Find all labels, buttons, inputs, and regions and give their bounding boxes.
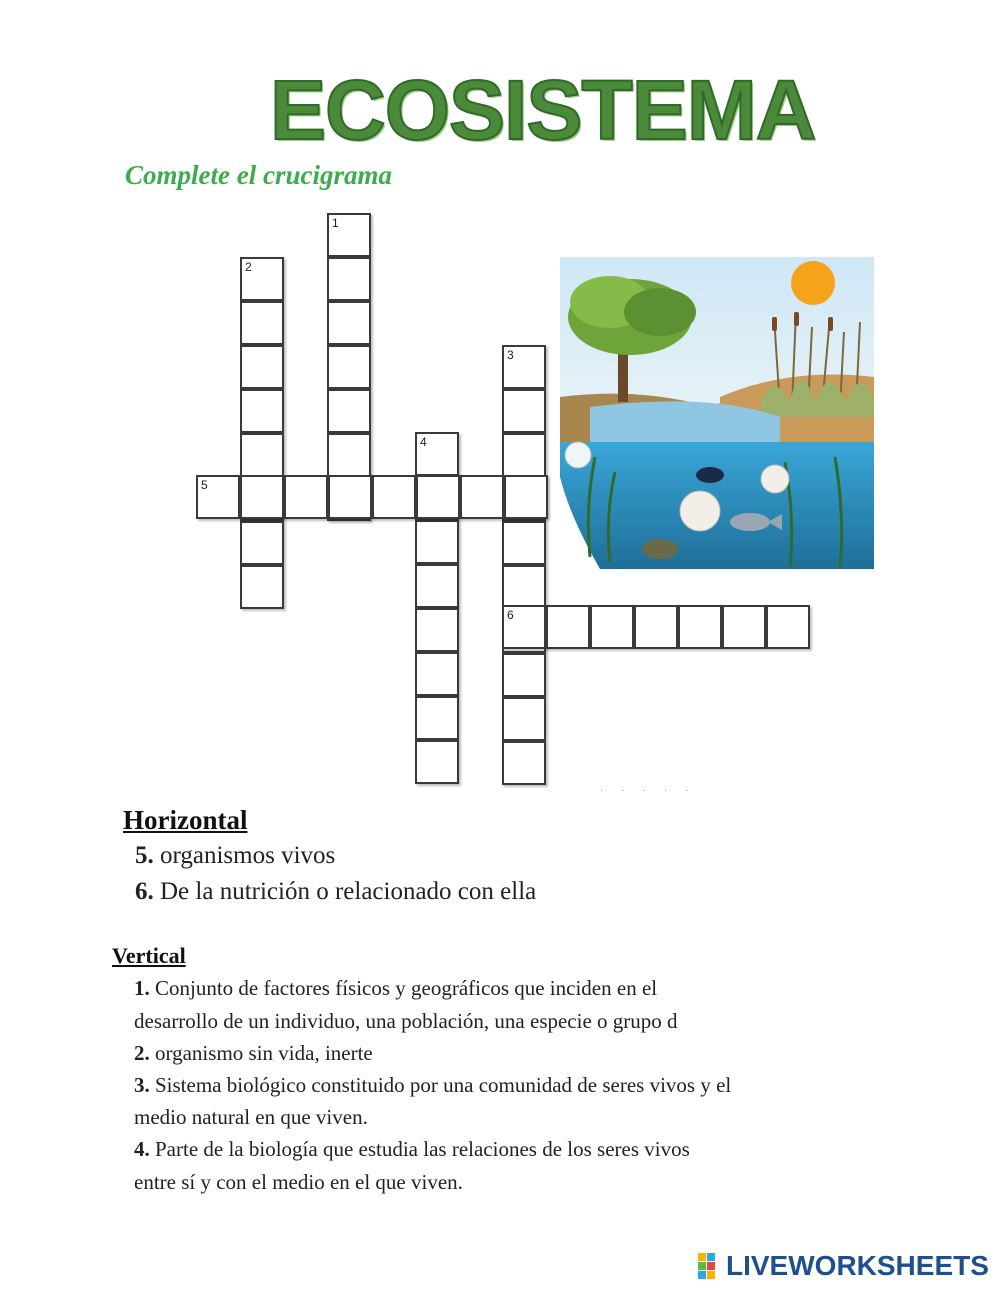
crossword-cell[interactable] bbox=[590, 605, 634, 649]
clue-number-label: 5 bbox=[201, 478, 208, 492]
crossword-cell[interactable] bbox=[460, 475, 504, 519]
page-title: ECOSISTEMA bbox=[270, 63, 816, 157]
crossword-cell-input[interactable] bbox=[417, 742, 457, 782]
crossword-cell[interactable] bbox=[327, 345, 371, 389]
crossword-cell-input[interactable] bbox=[418, 477, 458, 517]
vertical-clue-3: 3. Sistema biológico constituido por una comunidad de seres vivos y el bbox=[134, 1073, 732, 1097]
vertical-clue-4-cont: entre sí y con el medio en el que viven. bbox=[134, 1170, 463, 1194]
crossword-cell[interactable] bbox=[502, 605, 546, 649]
crossword-cell-input[interactable] bbox=[330, 477, 370, 517]
crossword-cell[interactable] bbox=[415, 520, 459, 564]
crossword-cell[interactable] bbox=[284, 475, 328, 519]
crossword-cell[interactable] bbox=[415, 740, 459, 784]
crossword-cell-input[interactable] bbox=[504, 391, 544, 431]
crossword-cell[interactable] bbox=[415, 652, 459, 696]
crossword-cell[interactable] bbox=[504, 475, 548, 519]
crossword-cell-input[interactable] bbox=[242, 435, 282, 475]
clue-number-label: 6 bbox=[507, 608, 514, 622]
crossword-cell[interactable] bbox=[196, 475, 240, 519]
crossword-cell[interactable] bbox=[327, 213, 371, 257]
crossword-cell[interactable] bbox=[372, 475, 416, 519]
crossword-cell[interactable] bbox=[327, 389, 371, 433]
crossword-cell[interactable] bbox=[415, 564, 459, 608]
crossword-cell-input[interactable] bbox=[504, 347, 544, 387]
crossword-cell-input[interactable] bbox=[548, 607, 588, 647]
crossword-cell-input[interactable] bbox=[462, 477, 502, 517]
crossword-cell[interactable] bbox=[240, 389, 284, 433]
crossword-cell[interactable] bbox=[502, 741, 546, 785]
decorative-dots: ····· bbox=[600, 786, 707, 797]
ecosystem-illustration bbox=[560, 257, 874, 569]
crossword-cell-input[interactable] bbox=[329, 303, 369, 343]
crossword-cell-input[interactable] bbox=[417, 434, 457, 474]
crossword-cell-input[interactable] bbox=[242, 347, 282, 387]
clue-number-label: 1 bbox=[332, 216, 339, 230]
horizontal-clue-5: 5. organismos vivos bbox=[135, 842, 336, 869]
crossword-cell-input[interactable] bbox=[417, 522, 457, 562]
crossword-cell-input[interactable] bbox=[198, 477, 238, 517]
liveworksheets-logo bbox=[698, 1252, 989, 1280]
crossword-cell[interactable] bbox=[502, 389, 546, 433]
crossword-cell-input[interactable] bbox=[724, 607, 764, 647]
crossword-cell[interactable] bbox=[327, 433, 371, 477]
crossword-cell-input[interactable] bbox=[768, 607, 808, 647]
crossword-cell-input[interactable] bbox=[329, 347, 369, 387]
crossword-cell-input[interactable] bbox=[636, 607, 676, 647]
crossword-cell-input[interactable] bbox=[242, 303, 282, 343]
crossword-cell[interactable] bbox=[634, 605, 678, 649]
crossword-cell[interactable] bbox=[678, 605, 722, 649]
crossword-cell[interactable] bbox=[502, 653, 546, 697]
crossword-cell[interactable] bbox=[240, 565, 284, 609]
crossword-cell-input[interactable] bbox=[504, 607, 544, 647]
page-subtitle: Complete el crucigrama bbox=[125, 160, 392, 190]
crossword-cell[interactable] bbox=[240, 345, 284, 389]
crossword-cell-input[interactable] bbox=[286, 477, 326, 517]
crossword-cell-input[interactable] bbox=[242, 567, 282, 607]
crossword-cell-input[interactable] bbox=[417, 654, 457, 694]
crossword-cell-input[interactable] bbox=[374, 477, 414, 517]
crossword-cell[interactable] bbox=[327, 257, 371, 301]
horizontal-clue-6: 6. De la nutrición o relacionado con ella bbox=[135, 878, 537, 905]
crossword-cell-input[interactable] bbox=[504, 655, 544, 695]
crossword-cell-input[interactable] bbox=[329, 435, 369, 475]
crossword-cell[interactable] bbox=[240, 257, 284, 301]
liveworksheets-logo-text: LIVEWORKSHEETS bbox=[726, 1250, 989, 1281]
crossword-cell[interactable] bbox=[415, 432, 459, 476]
crossword-cell[interactable] bbox=[722, 605, 766, 649]
crossword-cell-input[interactable] bbox=[504, 743, 544, 783]
crossword-cell[interactable] bbox=[415, 696, 459, 740]
clue-number-label: 2 bbox=[245, 260, 252, 274]
horizontal-heading: Horizontal bbox=[123, 805, 248, 835]
vertical-clue-4: 4. Parte de la biología que estudia las relaciones de los seres vivos bbox=[134, 1137, 690, 1161]
liveworksheets-logo-icon bbox=[698, 1253, 724, 1279]
crossword-cell-input[interactable] bbox=[329, 391, 369, 431]
crossword-cell[interactable] bbox=[240, 521, 284, 565]
crossword-cell[interactable] bbox=[240, 433, 284, 477]
crossword-cell[interactable] bbox=[502, 697, 546, 741]
vertical-heading: Vertical bbox=[112, 943, 186, 968]
crossword-cell-input[interactable] bbox=[504, 567, 544, 607]
crossword-cell-input[interactable] bbox=[329, 215, 369, 255]
crossword-cell[interactable] bbox=[766, 605, 810, 649]
crossword-cell[interactable] bbox=[328, 475, 372, 519]
crossword-cell-input[interactable] bbox=[506, 477, 546, 517]
crossword-cell-input[interactable] bbox=[417, 566, 457, 606]
crossword-cell[interactable] bbox=[327, 301, 371, 345]
crossword-cell[interactable] bbox=[502, 565, 546, 609]
crossword-cell[interactable] bbox=[502, 521, 546, 565]
crossword-cell-input[interactable] bbox=[504, 699, 544, 739]
crossword-cell-input[interactable] bbox=[592, 607, 632, 647]
crossword-cell-input[interactable] bbox=[680, 607, 720, 647]
crossword-cell-input[interactable] bbox=[242, 477, 282, 517]
crossword-cell-input[interactable] bbox=[504, 523, 544, 563]
crossword-cell[interactable] bbox=[415, 608, 459, 652]
crossword-cell-input[interactable] bbox=[417, 698, 457, 738]
crossword-cell[interactable] bbox=[240, 475, 284, 519]
crossword-cell[interactable] bbox=[546, 605, 590, 649]
crossword-cell-input[interactable] bbox=[242, 523, 282, 563]
crossword-cell[interactable] bbox=[416, 475, 460, 519]
vertical-clue-2: 2. organismo sin vida, inerte bbox=[134, 1041, 373, 1065]
crossword-cell[interactable] bbox=[240, 301, 284, 345]
crossword-cell-input[interactable] bbox=[242, 259, 282, 299]
crossword-cell[interactable] bbox=[502, 345, 546, 389]
crossword-cell-input[interactable] bbox=[242, 391, 282, 431]
vertical-clue-1: 1. Conjunto de factores físicos y geográficos que inciden en el bbox=[134, 976, 658, 1000]
clue-number-label: 3 bbox=[507, 348, 514, 362]
crossword-cell[interactable] bbox=[502, 433, 546, 477]
crossword-cell-input[interactable] bbox=[329, 259, 369, 299]
clue-number-label: 4 bbox=[420, 435, 427, 449]
vertical-clue-1-cont: desarrollo de un individuo, una población, una especie o grupo d bbox=[134, 1009, 678, 1033]
crossword-cell-input[interactable] bbox=[417, 610, 457, 650]
vertical-clue-3-cont: medio natural en que viven. bbox=[134, 1105, 368, 1129]
crossword-cell-input[interactable] bbox=[504, 435, 544, 475]
